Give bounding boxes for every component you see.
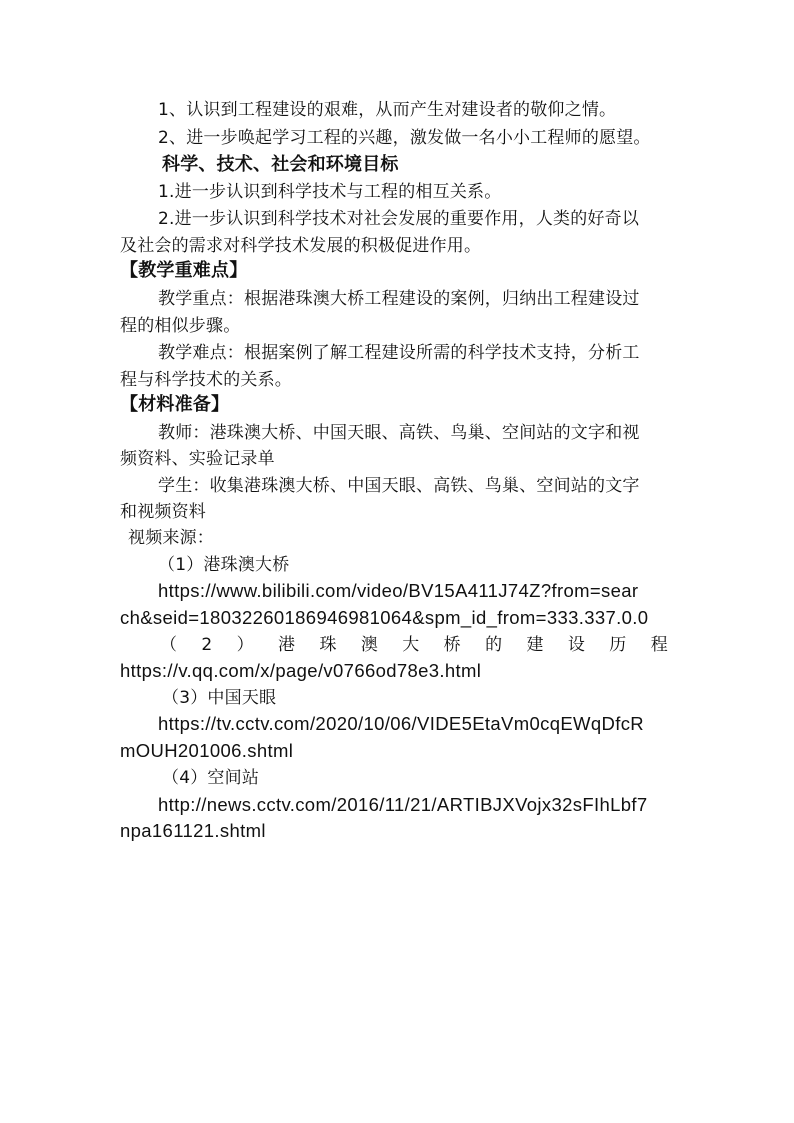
video-2-label-char: 程 [650,635,668,655]
video-2-label-char: 历 [609,635,627,655]
materials-heading: 【材料准备】 [120,394,230,415]
key-difficulty-line-2: 程与科学技术的关系。 [120,370,292,390]
video-2-label-char: 桥 [443,635,461,655]
video-1-url-line-2[interactable]: ch&seid=18032260186946981064&spm_id_from=333.337.0.0 [120,607,649,628]
video-2-label-char: 港 [278,635,296,655]
video-3-label: （3）中国天眼 [162,688,277,708]
sts-item-1: 1.进一步认识到科学技术与工程的相互关系。 [158,182,502,202]
video-2-url[interactable]: https://v.qq.com/x/page/v0766od78e3.html [120,660,482,681]
materials-teacher-line-1: 教师：港珠澳大桥、中国天眼、高铁、鸟巢、空间站的文字和视 [158,423,640,443]
key-focus-line-1: 教学重点：根据港珠澳大桥工程建设的案例，归纳出工程建设过 [158,289,640,309]
video-2-label-char: 珠 [319,635,337,655]
video-4-label: （4）空间站 [162,768,260,788]
key-focus-line-2: 程的相似步骤。 [120,316,241,336]
materials-teacher-line-2: 频资料、实验记录单 [120,449,275,469]
video-1-label: （1）港珠澳大桥 [158,555,290,575]
video-2-label-char: 设 [567,635,586,655]
sts-heading: 科学、技术、社会和环境目标 [162,154,399,175]
video-2-label [160,632,668,658]
video-2-label-char: 2 [201,635,213,655]
materials-student-line-2: 和视频资料 [120,502,206,522]
video-4-url-line-1[interactable]: http://news.cctv.com/2016/11/21/ARTIBJXVojx32sFIhLbf7 [158,794,648,815]
video-3-url-line-2[interactable]: mOUH201006.shtml [120,740,294,761]
video-2-label-char: ） [236,635,254,655]
video-4-url-line-2[interactable]: npa161121.shtml [120,820,266,841]
key-difficulty-line-1: 教学难点：根据案例了解工程建设所需的科学技术支持，分析工 [158,343,640,363]
key-points-heading: 【教学重难点】 [120,260,248,281]
video-2-label-char: （ [160,635,178,655]
goal-line-2: 2、进一步唤起学习工程的兴趣，激发做一名小小工程师的愿望。 [158,128,651,148]
video-2-label-char: 大 [402,635,420,655]
materials-student-line-1: 学生：收集港珠澳大桥、中国天眼、高铁、鸟巢、空间站的文字 [158,476,640,496]
video-2-label-char: 的 [485,635,503,655]
sts-item-2-line-2: 及社会的需求对科学技术发展的积极促进作用。 [120,236,482,256]
video-2-label-char: 建 [526,635,544,655]
video-2-label-char: 澳 [360,635,379,655]
goal-line-1: 1、认识到工程建设的艰难，从而产生对建设者的敬仰之情。 [158,100,617,120]
video-3-url-line-1[interactable]: https://tv.cctv.com/2020/10/06/VIDE5EtaVm0cqEWqDfcR [158,713,645,734]
video-sources-heading: 视频来源： [128,528,214,548]
video-1-url-line-1[interactable]: https://www.bilibili.com/video/BV15A411J74Z?from=sear [158,580,639,601]
sts-item-2-line-1: 2.进一步认识到科学技术对社会发展的重要作用，人类的好奇以 [158,209,640,229]
